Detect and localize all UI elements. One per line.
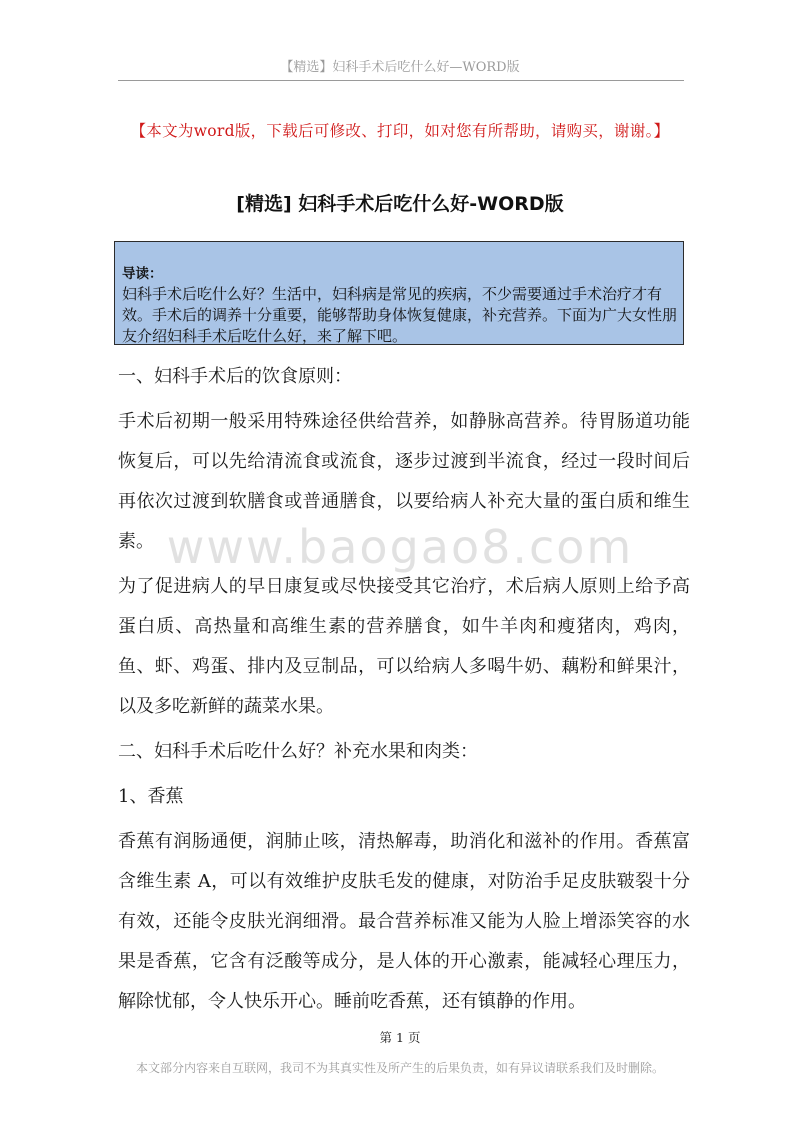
paragraph: 为了促进病人的早日康复或尽快接受其它治疗，术后病人原则上给予高蛋白质、高热量和高维生素的营养膳食，如牛羊肉和瘦猪肉，鸡肉，鱼、虾、鸡蛋、排内及豆制品，可以给病人多喝牛奶、藕粉和鲜果汁，以及多吃新鲜的蔬菜水果。 [118,576,690,717]
page-number: 第 1 页 [379,1030,421,1045]
page-footer: 本文部分内容来自互联网，我司不为其真实性及所产生的后果负责，如有异议请联系我们及时删除。 [135,1061,664,1075]
document-body [118,357,690,1027]
intro-text: 妇科手术后吃什么好？生活中，妇科病是常见的疾病，不少需要通过手术治疗才有效。手术后的调养十分重要，能够帮助身体恢复健康，补充营养。下面为广大女性朋友介绍妇科手术后吃什么好，来了解下吧。 [122,285,678,345]
intro-label: 导读： [122,266,163,282]
download-notice: 【本文为word版，下载后可修改、打印，如对您有所帮助，请购买，谢谢。】 [130,122,670,140]
subheading-banana: 1、香蕉 [118,786,184,807]
section-heading-diet-principles: 一、妇科手术后的饮食原则： [118,366,352,387]
intro-box [114,241,684,345]
watermark: www.baogao8.com [166,520,634,574]
page-header: 【精选】妇科手术后吃什么好—WORD版 [280,60,520,75]
section-heading-fruits-meat: 二、妇科手术后吃什么好？补充水果和肉类： [118,741,478,762]
document-title: [精选] 妇科手术后吃什么好-WORD版 [236,193,564,215]
header-divider [118,80,684,81]
paragraph: 手术后初期一般采用特殊途径供给营养，如静脉高营养。待胃肠道功能恢复后，可以先给清流食或流食，逐步过渡到半流食，经过一段时间后再依次过渡到软膳食或普通膳食，以要给病人补充大量的蛋白质和维生素。 [118,411,690,552]
paragraph: 香蕉有润肠通便，润肺止咳，清热解毒，助消化和滋补的作用。香蕉富含维生素 A，可以有效维护皮肤毛发的健康，对防治手足皮肤皲裂十分有效，还能令皮肤光润细滑。最合营养标准又能为人脸上增添笑容的水果是香蕉，它含有泛酸等成分，是人体的开心激素，能减轻心理压力，解除忧郁，令人快乐开心。睡前吃香蕉，还有镇静的作用。 [118,831,690,1012]
